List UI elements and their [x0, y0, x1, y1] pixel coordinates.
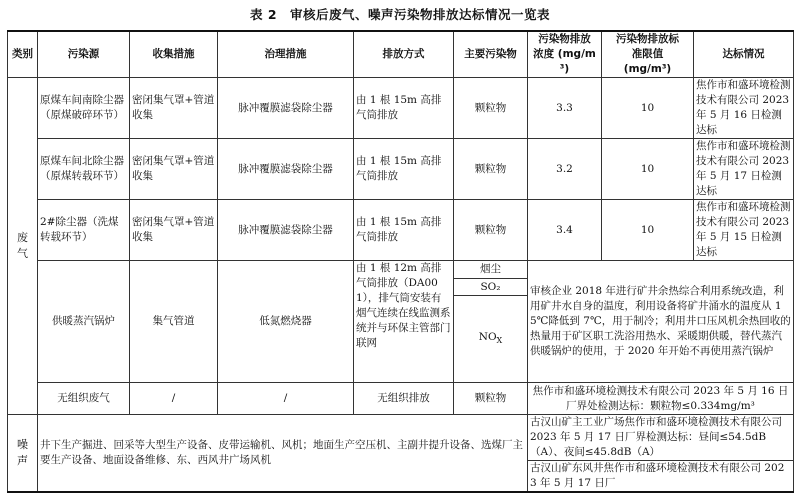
category-exhaust-label: 废气	[17, 231, 28, 260]
table-caption: 表 2 审核后废气、噪声污染物排放达标情况一览表	[249, 7, 551, 22]
table-row-noise	[8, 415, 794, 461]
table-row	[8, 78, 794, 139]
limit-cell: 10	[602, 78, 694, 139]
table-row	[8, 200, 794, 261]
emit-cell-fugitive: 无组织排放	[354, 383, 454, 415]
collect-cell-fugitive: /	[130, 383, 218, 415]
category-noise-label: 噪声	[17, 438, 28, 467]
pollutant-cell: 颗粒物	[454, 200, 528, 261]
source-cell-boiler: 供暖蒸汽锅炉	[38, 261, 130, 383]
table-row-boiler	[8, 261, 794, 279]
nox-base: NO	[478, 330, 497, 343]
source-cell: 原煤车间南除尘器（原煤破碎环节）	[38, 78, 130, 139]
status-cell: 焦作市和盛环境检测技术有限公司 2023 年 5 月 15 日检测达标	[694, 200, 794, 261]
status-cell: 焦作市和盛环境检测技术有限公司 2023 年 5 月 17 日检测达标	[694, 139, 794, 200]
pollutant-cell-soot: 烟尘	[454, 261, 528, 279]
treat-cell: 脉冲覆膜滤袋除尘器	[218, 139, 354, 200]
category-exhaust	[8, 78, 38, 415]
source-cell: 2#除尘器（洗煤转载环节）	[38, 200, 130, 261]
boiler-note: 审核企业 2018 年进行矿井余热综合利用系统改造，利用矿井水自身的温度，利用设备将矿井涌水的温度从 15℃降低到 7℃，用于制冷；利用井口压风机余热回收的热量用于矿区职工洗浴用热水、采暖期供暖，替代蒸汽供暖锅炉的使用，于 2020 年开始不再使用蒸汽锅炉	[528, 261, 794, 383]
concentration-cell: 3.3	[528, 78, 602, 139]
emit-cell-boiler: 由 1 根 12m 高排气筒排放（DA001），排气筒安装有烟气连续在线监测系统并与环保主管部门联网	[354, 261, 454, 383]
pollutant-cell: 颗粒物	[454, 78, 528, 139]
category-noise	[8, 415, 38, 493]
table-row-fugitive	[8, 383, 794, 415]
nox-subscript: X	[496, 336, 503, 346]
pollutant-cell-nox	[454, 296, 528, 383]
concentration-cell: 3.4	[528, 200, 602, 261]
header-concentration-line1: 污染物排放	[538, 33, 591, 45]
status-cell-fugitive: 焦作市和盛环境检测技术有限公司 2023 年 5 月 16 日厂界处检测达标：颗粒物≤0.334mg/m³	[528, 383, 794, 415]
header-limit-line2: 准限值	[631, 48, 664, 60]
header-row	[8, 31, 794, 78]
collect-cell-boiler: 集气管道	[130, 261, 218, 383]
pollutant-cell: 颗粒物	[454, 139, 528, 200]
header-limit-line3: (mg/m³)	[623, 63, 672, 75]
emission-table	[7, 30, 794, 493]
collect-cell: 密闭集气罩+管道收集	[130, 78, 218, 139]
header-collect: 收集措施	[130, 31, 218, 78]
noise-status-main: 古汉山矿主工业广场焦作市和盛环境检测技术有限公司 2023 年 5 月 17 日厂界检测达标：昼间≤54.5dB（A）、夜间≤45.8dB（A）	[528, 415, 794, 461]
concentration-cell: 3.2	[528, 139, 602, 200]
header-limit-line1: 污染物排放标	[616, 33, 679, 45]
header-status: 达标情况	[694, 31, 794, 78]
emit-cell: 由 1 根 15m 高排气筒排放	[354, 78, 454, 139]
header-category: 类别	[8, 31, 38, 78]
treat-cell-boiler: 低氮燃烧器	[218, 261, 354, 383]
treat-cell: 脉冲覆膜滤袋除尘器	[218, 200, 354, 261]
header-pollutant: 主要污染物	[454, 31, 528, 78]
source-cell: 原煤车间北除尘器（原煤转载环节）	[38, 139, 130, 200]
header-source: 污染源	[38, 31, 130, 78]
noise-status-east: 古汉山矿东风井焦作市和盛环境检测技术有限公司 2023 年 5 月 17 日厂	[528, 461, 794, 493]
pollutant-cell-so2: SO₂	[454, 279, 528, 296]
source-cell-fugitive: 无组织废气	[38, 383, 130, 415]
header-limit	[602, 31, 694, 78]
emit-cell: 由 1 根 15m 高排气筒排放	[354, 139, 454, 200]
header-concentration-line2: 浓度 (mg/m³)	[533, 48, 596, 75]
status-cell: 焦作市和盛环境检测技术有限公司 2023 年 5 月 16 日检测达标	[694, 78, 794, 139]
limit-cell: 10	[602, 139, 694, 200]
collect-cell: 密闭集气罩+管道收集	[130, 139, 218, 200]
header-concentration	[528, 31, 602, 78]
pollutant-cell-fugitive: 颗粒物	[454, 383, 528, 415]
emit-cell: 由 1 根 15m 高排气筒排放	[354, 200, 454, 261]
noise-sources: 井下生产掘进、回采等大型生产设备、皮带运输机、风机；地面生产空压机、主副井提升设备、选煤厂主要生产设备、地面设备维修、东、西风井广场风机	[38, 415, 528, 493]
table-row	[8, 139, 794, 200]
header-treat: 治理措施	[218, 31, 354, 78]
treat-cell-fugitive: /	[218, 383, 354, 415]
treat-cell: 脉冲覆膜滤袋除尘器	[218, 78, 354, 139]
collect-cell: 密闭集气罩+管道收集	[130, 200, 218, 261]
limit-cell: 10	[602, 200, 694, 261]
header-emit: 排放方式	[354, 31, 454, 78]
